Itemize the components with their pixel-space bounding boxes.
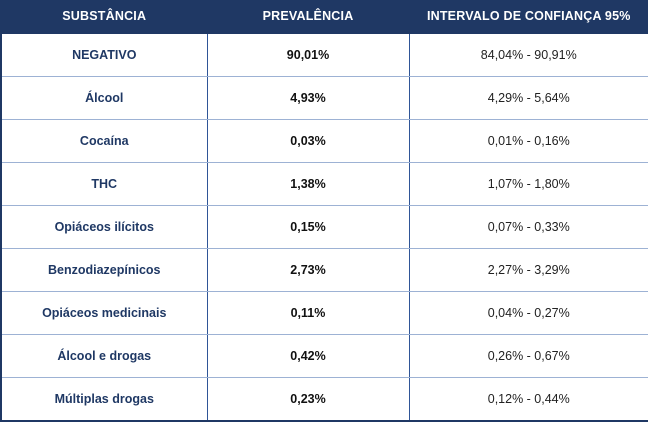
cell-prevalence: 0,03% [207, 120, 409, 163]
table-row [1, 335, 648, 378]
cell-prevalence: 0,23% [207, 378, 409, 422]
cell-substance: Múltiplas drogas [1, 378, 207, 422]
table-row [1, 206, 648, 249]
cell-confidence-interval: 2,27% - 3,29% [409, 249, 648, 292]
cell-prevalence: 2,73% [207, 249, 409, 292]
table-header [1, 1, 648, 34]
cell-confidence-interval: 0,07% - 0,33% [409, 206, 648, 249]
cell-confidence-interval: 0,04% - 0,27% [409, 292, 648, 335]
cell-confidence-interval: 4,29% - 5,64% [409, 77, 648, 120]
cell-confidence-interval: 84,04% - 90,91% [409, 33, 648, 77]
table-row [1, 249, 648, 292]
cell-confidence-interval: 0,01% - 0,16% [409, 120, 648, 163]
cell-confidence-interval: 1,07% - 1,80% [409, 163, 648, 206]
column-header-prevalence: PREVALÊNCIA [207, 1, 409, 34]
cell-substance: Álcool [1, 77, 207, 120]
cell-confidence-interval: 0,26% - 0,67% [409, 335, 648, 378]
cell-substance: THC [1, 163, 207, 206]
table-row [1, 77, 648, 120]
table-row [1, 120, 648, 163]
table-body [1, 33, 648, 421]
table-row [1, 378, 648, 422]
table-row [1, 163, 648, 206]
cell-prevalence: 90,01% [207, 33, 409, 77]
cell-substance: Álcool e drogas [1, 335, 207, 378]
cell-prevalence: 0,42% [207, 335, 409, 378]
cell-substance: Benzodiazepínicos [1, 249, 207, 292]
column-header-confidence-interval: INTERVALO DE CONFIANÇA 95% [409, 1, 648, 34]
table-row [1, 33, 648, 77]
table-row [1, 292, 648, 335]
cell-prevalence: 1,38% [207, 163, 409, 206]
cell-substance: Cocaína [1, 120, 207, 163]
cell-substance: Opiáceos ilícitos [1, 206, 207, 249]
table-header-row [1, 1, 648, 34]
cell-substance: NEGATIVO [1, 33, 207, 77]
cell-confidence-interval: 0,12% - 0,44% [409, 378, 648, 422]
cell-substance: Opiáceos medicinais [1, 292, 207, 335]
cell-prevalence: 0,11% [207, 292, 409, 335]
column-header-substance: SUBSTÂNCIA [1, 1, 207, 34]
cell-prevalence: 4,93% [207, 77, 409, 120]
cell-prevalence: 0,15% [207, 206, 409, 249]
